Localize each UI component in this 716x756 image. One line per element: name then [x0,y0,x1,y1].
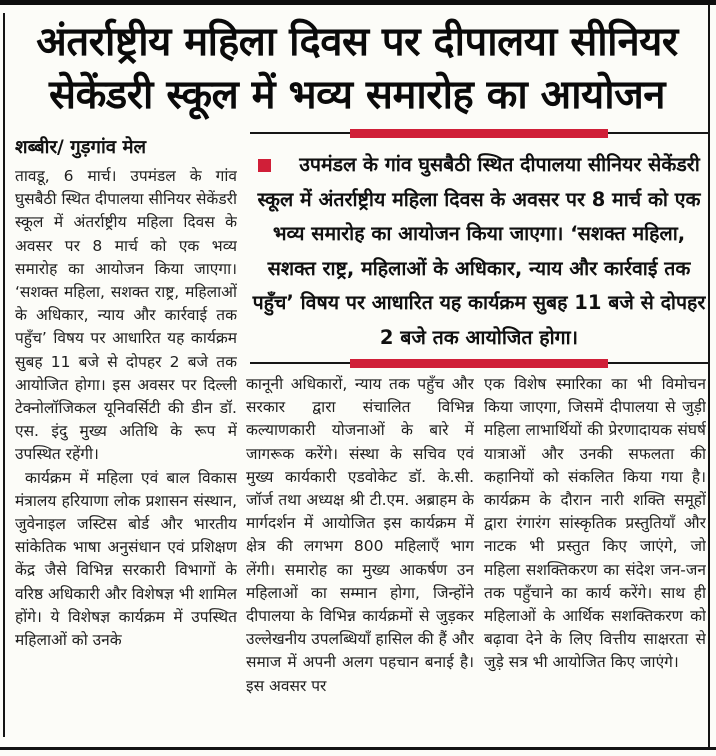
body-column-3: एक विशेष स्मारिका का भी विमोचन किया जाएगा, जिसमें दीपालया से जुड़ी महिला लाभार्थियों की प्रेरणादायक संघर्ष यात्राओं और उनकी सफलता की कहानियों को संकलित किया गया है। कार्यक्रम के दौरान नारी शक्ति समूहों द्वारा रंगारंग सांस्कृतिक प्रस्तुतियाँ और नाटक भी प्रस्तुत किए जाएंगे, जो महिला सशक्तिकरण का संदेश जन-जन तक पहुँचाने का कार्य करेंगे। साथ ही महिलाओं के आर्थिक सशक्तिकरण को बढ़ावा देने के लिए वित्तीय साक्षरता से जुड़े सत्र भी आयोजित किए जाएंगे। [484,375,706,672]
bottom-border-rule [0,747,716,750]
headline-line-2: सेकेंडरी स्कूल में भव्य समारोह का आयोजन [49,72,665,118]
highlight-text [248,132,710,355]
body-column-2: कानूनी अधिकारों, न्याय तक पहुँच और सरकार द्वारा संचालित विभिन्न कल्याणकारी योजनाओं के बारे में जागरूक करेंगे। संस्था के सचिव एवं मुख्य कार्यकारी एडवोकेट डॉ. के.सी. जॉर्ज तथा अध्यक्ष श्री टी.एम. अब्राहम के मार्गदर्शन में आयोजित इस कार्यक्रम में क्षेत्र की लगभग 800 महिलाएँ भाग लेंगी। समारोह का मुख्य आकर्षण उन महिलाओं का सम्मान होगा, जिन्होंने दीपालया के विभिन्न कार्यक्रमों से जुड़कर उल्लेखनीय उपलब्धियाँ हासिल की हैं और समाज में अपनी अलग पहचान बनाई है। इस अवसर पर [246,375,474,695]
red-accent-bar-bottom [350,359,608,368]
red-accent-bar-top [350,129,608,138]
byline: शब्बीर/ गुड़गांव मेल [15,137,147,158]
highlight-sentence-1: उपमंडल के गांव घुसबैठी स्थित दीपालया सीनियर सेकेंडरी स्कूल में अंतर्राष्ट्रीय महिला दिवस के अवसर पर 8 मार्च को एक भव्य समारोह का आयोजन किया जाएगा। [257,153,701,245]
red-square-bullet-icon [258,159,271,172]
top-border-bar [0,0,716,5]
highlight-summary-box [248,132,710,364]
col1-paragraph-2: कार्यक्रम में महिला एवं बाल विकास मंत्रालय हरियाणा लोक प्रशासन संस्थान, जुवेनाइल जस्टिस बोर्ड और भारतीय सांकेतिक भाषा अनुसंधान एवं प्रशिक्षण केंद्र जैसे विभिन्न सरकारी विभागों के वरिष्ठ अधिकारी और विशेषज्ञ भी शामिल होंगे। ये विशेषज्ञ कार्यक्रम में उपस्थित महिलाओं को उनके [15,468,237,650]
headline-line-1: अंतर्राष्ट्रीय महिला दिवस पर दीपालया सीनियर [36,19,678,65]
right-border-rule [708,4,710,748]
article-headline [14,16,700,122]
body-column-1 [15,165,237,738]
left-border-rule [3,13,5,737]
highlight-sentence-2: ‘सशक्त महिला, सशक्त राष्ट्र, महिलाओं के अधिकार, न्याय और कार्रवाई तक पहुँच’ विषय पर आधारित यह कार्यक्रम सुबह 11 बजे से दोपहर 2 बजे तक आयोजित होगा। [252,222,706,349]
col1-paragraph-1: तावडू, 6 मार्च। उपमंडल के गांव घुसबैठी स्थित दीपालया सीनियर सेकेंडरी स्कूल में अंतर्राष्ट्रीय महिला दिवस के अवसर पर 8 मार्च को एक भव्य समारोह का आयोजन किया जाएगा। ‘सशक्त महिला, सशक्त राष्ट्र, महिलाओं के अधिकार, न्याय और कार्रवाई तक पहुँच’ विषय पर आधारित यह कार्यक्रम सुबह 11 बजे से दोपहर 2 बजे तक आयोजित होगा। इस अवसर पर दिल्ली टेक्नोलॉजिकल यूनिवर्सिटी की डीन डॉ. एस. इंदु मुख्य अतिथि के रूप में उपस्थित रहेंगी। [15,167,237,464]
